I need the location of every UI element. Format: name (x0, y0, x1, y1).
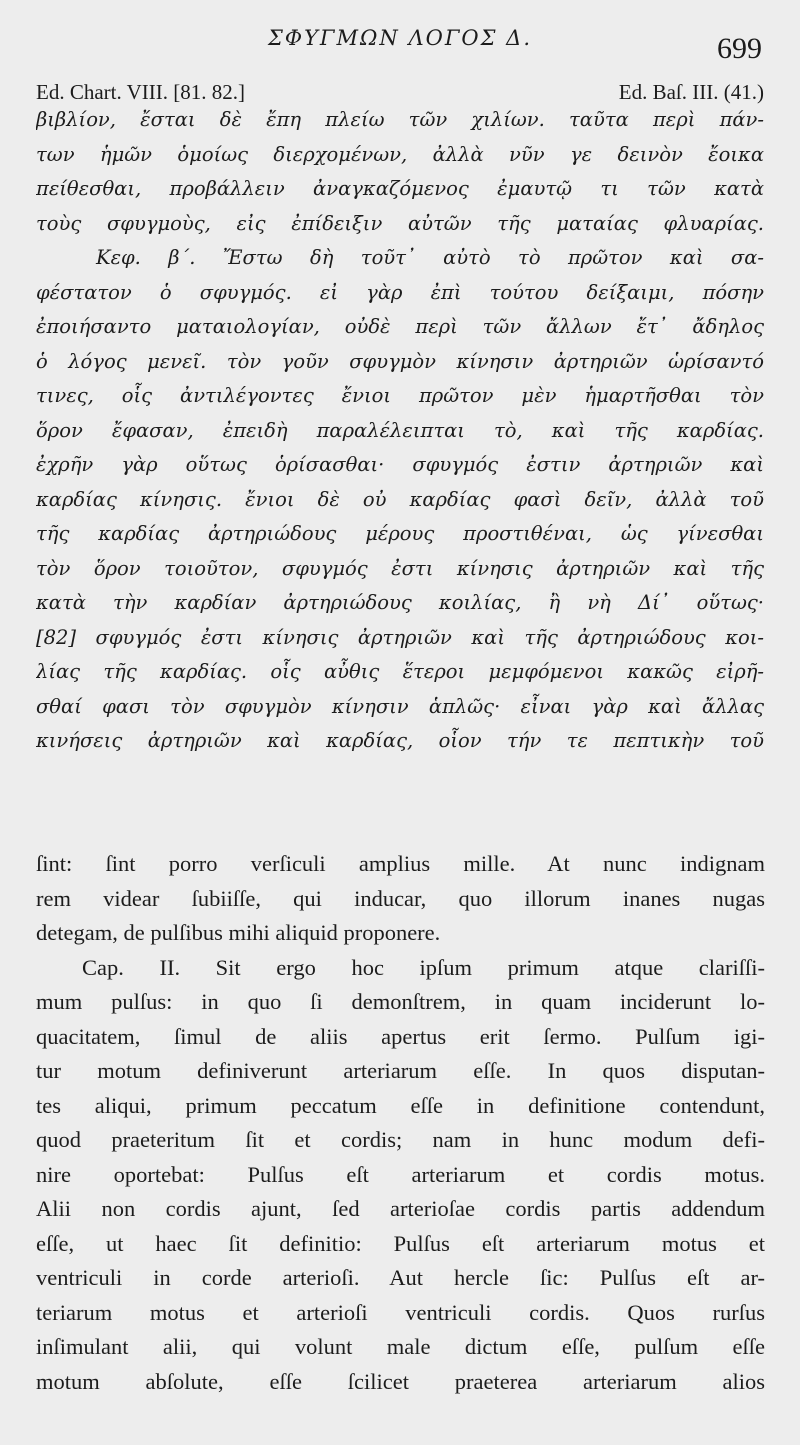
greek-line: σθαί φασι τὸν σφυγμὸν κίνησιν ἁπλῶς· εἶναι γὰρ καὶ ἄλλας (36, 694, 764, 718)
greek-line: ἐποιήσαντο ματαιολογίαν, οὐδὲ περὶ τῶν ἄλλων ἔτ᾽ ἄδηλος (36, 315, 764, 338)
latin-line: inſimulant alii, qui volunt male dictum eſſe, pulſum eſſe (36, 1334, 765, 1359)
greek-line: τοὺς σφυγμοὺς, εἰς ἐπίδειξιν αὐτῶν τῆς ματαίας φλυαρίας. (36, 211, 764, 235)
page-number: 699 (717, 32, 762, 65)
greek-line: βιβλίον, ἔσται δὲ ἔπη πλείω τῶν χιλίων. ταῦτα περὶ πάν- (36, 108, 764, 131)
edition-chart: Ed. Chart. VIII. [81. 82.] (36, 80, 245, 104)
latin-line: mum pulſus: in quo ſi demonſtrem, in quam inciderunt lo- (36, 989, 765, 1014)
latin-text-block (36, 847, 765, 1399)
latin-line: motum abſolute, eſſe ſcilicet praeterea arteriarum alios (36, 1368, 765, 1394)
greek-line: [82] σφυγμός ἐστι κίνησις ἀρτηριῶν καὶ τῆς ἀρτηριώδους κοι- (36, 625, 764, 649)
latin-line: ventriculi in corde arterioſi. Aut hercle ſic: Pulſus eſt ar- (36, 1265, 765, 1290)
latin-line: quod praeteritum ſit et cordis; nam in hunc modum defi- (36, 1127, 765, 1152)
greek-line: ὅρον ἔφασαν, ἐπειδὴ παραλέλειπται τὸ, καὶ τῆς καρδίας. (36, 418, 764, 442)
greek-line: ὁ λόγος μενεῖ. τὸν γοῦν σφυγμὸν κίνησιν ἀρτηριῶν ὡρίσαντό (36, 349, 764, 373)
greek-line: τῆς καρδίας ἀρτηριώδους μέρους προστιθέναι, ὡς γίνεσθαι (36, 522, 764, 545)
latin-line: teriarum motus et arterioſi ventriculi cordis. Quos rurſus (36, 1299, 765, 1325)
greek-line: κινήσεις ἀρτηριῶν καὶ καρδίας, οἷον τήν τε πεπτικὴν τοῦ (36, 729, 764, 752)
greek-line: φέστατον ὁ σφυγμός. εἰ γὰρ ἐπὶ τούτου δείξαιμι, πόσην (36, 280, 764, 304)
greek-line: καρδίας κίνησις. ἔνιοι δὲ οὐ καρδίας φασὶ δεῖν, ἀλλὰ τοῦ (36, 487, 764, 511)
latin-line: eſſe, ut haec ſit definitio: Pulſus eſt arteriarum motus et (36, 1230, 765, 1256)
running-head: ΣΦΥΓΜΩΝ ΛΟΓΟΣ Δ. (268, 26, 532, 50)
latin-line: quacitatem, ſimul de aliis apertus erit ſermo. Pulſum igi- (36, 1023, 765, 1049)
latin-line: tur motum definiverunt arteriarum eſſe. In quos disputan- (36, 1058, 765, 1083)
latin-line: rem videar ſubiiſſe, qui inducar, quo illorum inanes nugas (36, 885, 765, 911)
latin-line: ſint: ſint porro verſiculi amplius mille. At nunc indignam (36, 851, 765, 876)
greek-line: λίας τῆς καρδίας. οἷς αὖθις ἕτεροι μεμφόμενοι κακῶς εἰρῆ- (36, 660, 764, 683)
latin-line: tes aliqui, primum peccatum eſſe in definitione contendunt, (36, 1092, 765, 1118)
latin-line: nire oportebat: Pulſus eſt arteriarum et cordis motus. (36, 1161, 765, 1187)
greek-line: τὸν ὅρον τοιοῦτον, σφυγμός ἐστι κίνησις ἀρτηριῶν καὶ τῆς (36, 556, 764, 580)
latin-line: detegam, de pulſibus mihi aliquid proponere. (36, 920, 441, 945)
latin-line: Cap. II. Sit ergo hoc ipſum primum atque clariſſi- (82, 954, 765, 980)
greek-line: ἐχρῆν γὰρ οὕτως ὁρίσασθαι· σφυγμός ἐστιν ἀρτηριῶν καὶ (36, 453, 764, 476)
edition-basel: Ed. Baſ. III. (41.) (618, 80, 764, 104)
greek-line: πείθεσθαι, προβάλλειν ἀναγκαζόμενος ἐμαυτῷ τι τῶν κατὰ (36, 177, 764, 200)
greek-line: των ἡμῶν ὁμοίως διερχομένων, ἀλλὰ νῦν γε δεινὸν ἔοικα (36, 142, 764, 166)
greek-text-block (36, 103, 764, 759)
latin-line: Alii non cordis ajunt, ſed arterioſae cordis partis addendum (36, 1196, 765, 1221)
edition-line (36, 80, 764, 104)
greek-line: κατὰ τὴν καρδίαν ἀρτηριώδους κοιλίας, ἢ νὴ Δί᾽ οὕτως· (36, 591, 764, 614)
greek-line: Κεφ. β΄. Ἔστω δὴ τοῦτ᾽ αὐτὸ τὸ πρῶτον καὶ σα- (96, 246, 764, 269)
greek-line: τινες, οἷς ἀντιλέγοντες ἔνιοι πρῶτον μὲν ἡμαρτῆσθαι τὸν (36, 384, 764, 407)
